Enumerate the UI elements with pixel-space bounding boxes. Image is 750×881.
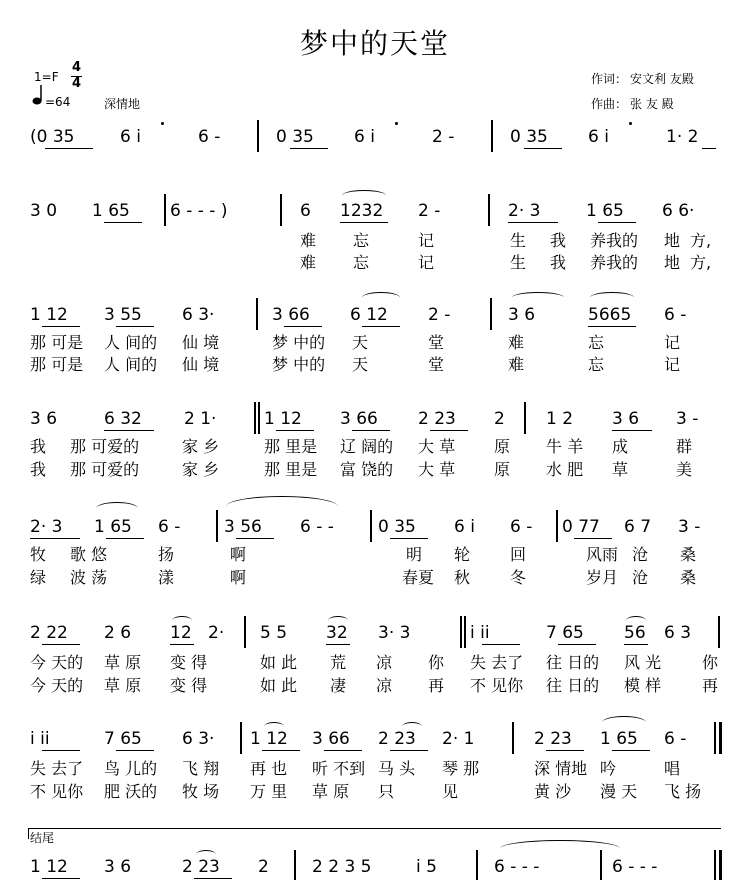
measure-notes: 6 3: [664, 623, 692, 643]
lyric: 你: [428, 653, 445, 672]
lyric: 美: [676, 460, 693, 479]
measure-notes: 1 2: [546, 409, 574, 429]
lyric: 我: [550, 231, 567, 250]
measure-notes: 3 55: [104, 305, 142, 325]
measure-notes: 2· 1: [442, 729, 475, 749]
measure-notes: 1 12: [30, 305, 68, 325]
lyric: 再: [428, 676, 445, 695]
lyric: 肥 沃的: [104, 782, 158, 801]
measure-notes: 0 35: [378, 517, 416, 537]
tempo-marking: =64: [45, 95, 71, 109]
lyric: 记: [418, 231, 435, 250]
measure-notes: 0 77: [562, 517, 600, 537]
lyric: 沧: [632, 568, 649, 587]
lyric: 天: [352, 333, 369, 352]
measure-notes: 6 - - -: [494, 857, 540, 877]
measure-notes: 6 i: [454, 517, 475, 537]
lyric: 梦 中的: [272, 333, 326, 352]
lyric: 只: [378, 782, 395, 801]
time-signature-bottom: 4: [72, 76, 82, 91]
lyric: 忘: [588, 355, 605, 374]
lyric: 仙 境: [182, 333, 220, 352]
lyric: 记: [664, 333, 681, 352]
measure-notes: 1· 2: [666, 127, 699, 147]
lyric: 地: [664, 253, 681, 272]
composer-name: 张 友 殿: [630, 97, 674, 111]
lyric: 再: [702, 676, 719, 695]
lyric: 难: [300, 231, 317, 250]
lyric: 轮: [454, 545, 471, 564]
quarter-note-icon: [32, 84, 44, 106]
measure-notes: 2 2 3 5: [312, 857, 372, 877]
measure-notes: 2 -: [418, 201, 441, 221]
lyric: 记: [664, 355, 681, 374]
measure-notes: 0 35: [510, 127, 548, 147]
measure-notes: 6 3·: [182, 305, 215, 325]
lyric: 马 头: [378, 759, 416, 778]
measure-notes: i 5: [416, 857, 437, 877]
lyric: 那 可是: [30, 355, 84, 374]
lyric: 难: [508, 355, 525, 374]
measure-notes: 6 7: [624, 517, 652, 537]
lyric: 琴 那: [442, 759, 480, 778]
barline: [257, 120, 259, 152]
lyric: 生: [510, 253, 527, 272]
measure-notes: 2 23: [534, 729, 572, 749]
lyric: 风 光: [624, 653, 662, 672]
lyric: 万 里: [250, 782, 288, 801]
lyric: 秋: [454, 568, 471, 587]
lyric: 冬: [510, 568, 527, 587]
lyric: 鸟 儿的: [104, 759, 158, 778]
measure-notes: (0 35: [30, 127, 75, 147]
lyric: 人 间的: [104, 333, 158, 352]
measure-notes: 6 - - - ): [170, 201, 228, 221]
lyric: 漫 天: [600, 782, 638, 801]
lyric: 沧: [632, 545, 649, 564]
measure-notes: 6 -: [664, 305, 687, 325]
lyric: 吟: [600, 759, 617, 778]
lyric: 难: [300, 253, 317, 272]
lyric: 飞 扬: [664, 782, 702, 801]
measure-notes: 2 23: [418, 409, 456, 429]
measure-notes: 6 32: [104, 409, 142, 429]
lyric: 牛 羊: [546, 437, 584, 456]
barline: [491, 120, 493, 152]
measure-notes: 2 -: [428, 305, 451, 325]
lyric: 大 草: [418, 437, 456, 456]
lyric: 漾: [158, 568, 175, 587]
measure-notes: 3 6: [508, 305, 536, 325]
measure-notes: 1 65: [586, 201, 624, 221]
lyric: 失 去了: [470, 653, 524, 672]
measure-notes: 1 12: [250, 729, 288, 749]
lyric: 歌 悠: [70, 545, 108, 564]
lyric: 人 间的: [104, 355, 158, 374]
lyric: 我: [30, 460, 47, 479]
lyric: 忘: [353, 231, 370, 250]
measure-notes: 6 - -: [300, 517, 334, 537]
measure-notes: 2· 3: [30, 517, 63, 537]
coda-label: 结尾: [30, 831, 55, 845]
measure-notes: 3 66: [340, 409, 378, 429]
lyric: 不 见你: [30, 782, 84, 801]
measure-notes: 6 - - -: [612, 857, 658, 877]
lyric: 辽 阔的: [340, 437, 394, 456]
measure-notes: 3 6: [30, 409, 58, 429]
lyric: 明: [406, 545, 423, 564]
lyric: 啊: [230, 568, 247, 587]
lyric: 黄 沙: [534, 782, 572, 801]
lyric: 飞 翔: [182, 759, 220, 778]
lyric: 地: [664, 231, 681, 250]
lyric: 模 样: [624, 676, 662, 695]
lyric: 群: [676, 437, 693, 456]
lyric: 不 见你: [470, 676, 524, 695]
lyric: 凄: [330, 676, 347, 695]
measure-notes: 3 -: [678, 517, 701, 537]
lyric: 波 荡: [70, 568, 108, 587]
lyric: 失 去了: [30, 759, 84, 778]
measure-notes: 1 65: [600, 729, 638, 749]
lyric: 春夏: [402, 568, 435, 587]
measure-notes: 7 65: [104, 729, 142, 749]
composer-label: 作曲：: [591, 97, 628, 111]
expression-marking: 深情地: [104, 97, 141, 111]
lyric: 堂: [428, 355, 445, 374]
measure-notes: 3· 3: [378, 623, 411, 643]
lyric: 忘: [353, 253, 370, 272]
lyric: 风雨: [586, 545, 619, 564]
measure-notes: 6 12: [350, 305, 388, 325]
lyric: 变 得: [170, 676, 208, 695]
measure-notes: 3 66: [272, 305, 310, 325]
measure-notes: 2 23: [182, 857, 220, 877]
song-title: 梦中的天堂: [299, 27, 450, 60]
lyric: 那 可爱的: [70, 460, 140, 479]
lyric: 回: [510, 545, 527, 564]
lyric: 家 乡: [182, 460, 220, 479]
lyric: 成: [612, 437, 629, 456]
lyric: 方,: [690, 231, 712, 250]
lyric: 如 此: [260, 653, 298, 672]
lyric: 养我的: [590, 253, 639, 272]
measure-notes: 5 5: [260, 623, 288, 643]
lyric: 凉: [376, 676, 393, 695]
measure-notes: 6 3·: [182, 729, 215, 749]
measure-notes: 6 i: [354, 127, 375, 147]
lyric: 桑: [680, 545, 697, 564]
measure-notes: 2 6: [104, 623, 132, 643]
measure-notes: 2 22: [30, 623, 68, 643]
measure-notes: 6 -: [664, 729, 687, 749]
measure-notes: i ii: [470, 623, 490, 643]
measure-notes: 2 1·: [184, 409, 217, 429]
measure-notes: 7 65: [546, 623, 584, 643]
lyric: 如 此: [260, 676, 298, 695]
lyric: 水 肥: [546, 460, 584, 479]
key-signature: 1=F: [34, 70, 59, 84]
lyric: 梦 中的: [272, 355, 326, 374]
measure-notes: 3 0: [30, 201, 58, 221]
lyric: 再 也: [250, 759, 288, 778]
measure-notes: 2: [494, 409, 505, 429]
lyric: 往 日的: [546, 676, 600, 695]
measure-notes: 1 65: [94, 517, 132, 537]
measure-notes: 6 i: [120, 127, 141, 147]
lyric: 大 草: [418, 460, 456, 479]
lyric: 忘: [588, 333, 605, 352]
lyric: 草: [612, 460, 629, 479]
measure-notes: 3 6: [612, 409, 640, 429]
lyric: 今 天的: [30, 653, 84, 672]
lyric: 深 情地: [534, 759, 588, 778]
lyric: 那 里是: [264, 460, 318, 479]
measure-notes: 6 6·: [662, 201, 695, 221]
lyric: 唱: [664, 759, 681, 778]
lyric: 变 得: [170, 653, 208, 672]
lyric: 仙 境: [182, 355, 220, 374]
measure-notes: 0 35: [276, 127, 314, 147]
lyric: 原: [494, 437, 511, 456]
lyric: 那 可是: [30, 333, 84, 352]
lyric: 堂: [428, 333, 445, 352]
measure-notes: 3 56: [224, 517, 262, 537]
lyric: 难: [508, 333, 525, 352]
lyric: 草 原: [312, 782, 350, 801]
lyric: 养我的: [590, 231, 639, 250]
lyric: 生: [510, 231, 527, 250]
lyric: 岁月: [586, 568, 619, 587]
lyric: 那 可爱的: [70, 437, 140, 456]
measure-notes: 12: [170, 623, 192, 643]
lyric: 啊: [230, 545, 247, 564]
measure-notes: 1 12: [30, 857, 68, 877]
lyric: 你: [702, 653, 719, 672]
measure-notes: 32: [326, 623, 348, 643]
lyric: 今 天的: [30, 676, 84, 695]
measure-notes: 2· 3: [508, 201, 541, 221]
lyricist-name: 安文利 友殿: [630, 72, 694, 86]
measure-notes: 2 23: [378, 729, 416, 749]
lyric: 家 乡: [182, 437, 220, 456]
measure-notes: 1 12: [264, 409, 302, 429]
lyric: 扬: [158, 545, 175, 564]
lyric: 那 里是: [264, 437, 318, 456]
lyric: 见: [442, 782, 459, 801]
lyric: 草 原: [104, 676, 142, 695]
measure-notes: 2: [258, 857, 269, 877]
lyric: 原: [494, 460, 511, 479]
measure-notes: 6 -: [158, 517, 181, 537]
measure-notes: 3 -: [676, 409, 699, 429]
lyric: 牧 场: [182, 782, 220, 801]
measure-notes: 6 i: [588, 127, 609, 147]
lyric: 方,: [690, 253, 712, 272]
measure-notes: 6 -: [510, 517, 533, 537]
measure-notes: 6 -: [198, 127, 221, 147]
lyric: 绿: [30, 568, 47, 587]
lyric: 富 饶的: [340, 460, 394, 479]
lyric: 我: [550, 253, 567, 272]
measure-notes: 1232: [340, 201, 384, 221]
lyric: 记: [418, 253, 435, 272]
measure-notes: 5665: [588, 305, 632, 325]
measure-notes: 1 65: [92, 201, 130, 221]
measure-notes: 56: [624, 623, 646, 643]
lyric: 草 原: [104, 653, 142, 672]
lyric: 桑: [680, 568, 697, 587]
measure-notes: 2·: [208, 623, 225, 643]
lyricist-label: 作词：: [591, 72, 628, 86]
measure-notes: i ii: [30, 729, 50, 749]
measure-notes: 3 6: [104, 857, 132, 877]
measure-notes: 2 -: [432, 127, 455, 147]
time-signature-top: 4: [72, 60, 82, 75]
measure-notes: 6: [300, 201, 311, 221]
lyric: 牧: [30, 545, 47, 564]
measure-notes: 3 66: [312, 729, 350, 749]
lyric: 凉: [376, 653, 393, 672]
lyric: 天: [352, 355, 369, 374]
coda-bracket: [28, 828, 721, 839]
lyric: 我: [30, 437, 47, 456]
lyric: 听 不到: [312, 759, 366, 778]
lyric: 往 日的: [546, 653, 600, 672]
lyric: 荒: [330, 653, 347, 672]
